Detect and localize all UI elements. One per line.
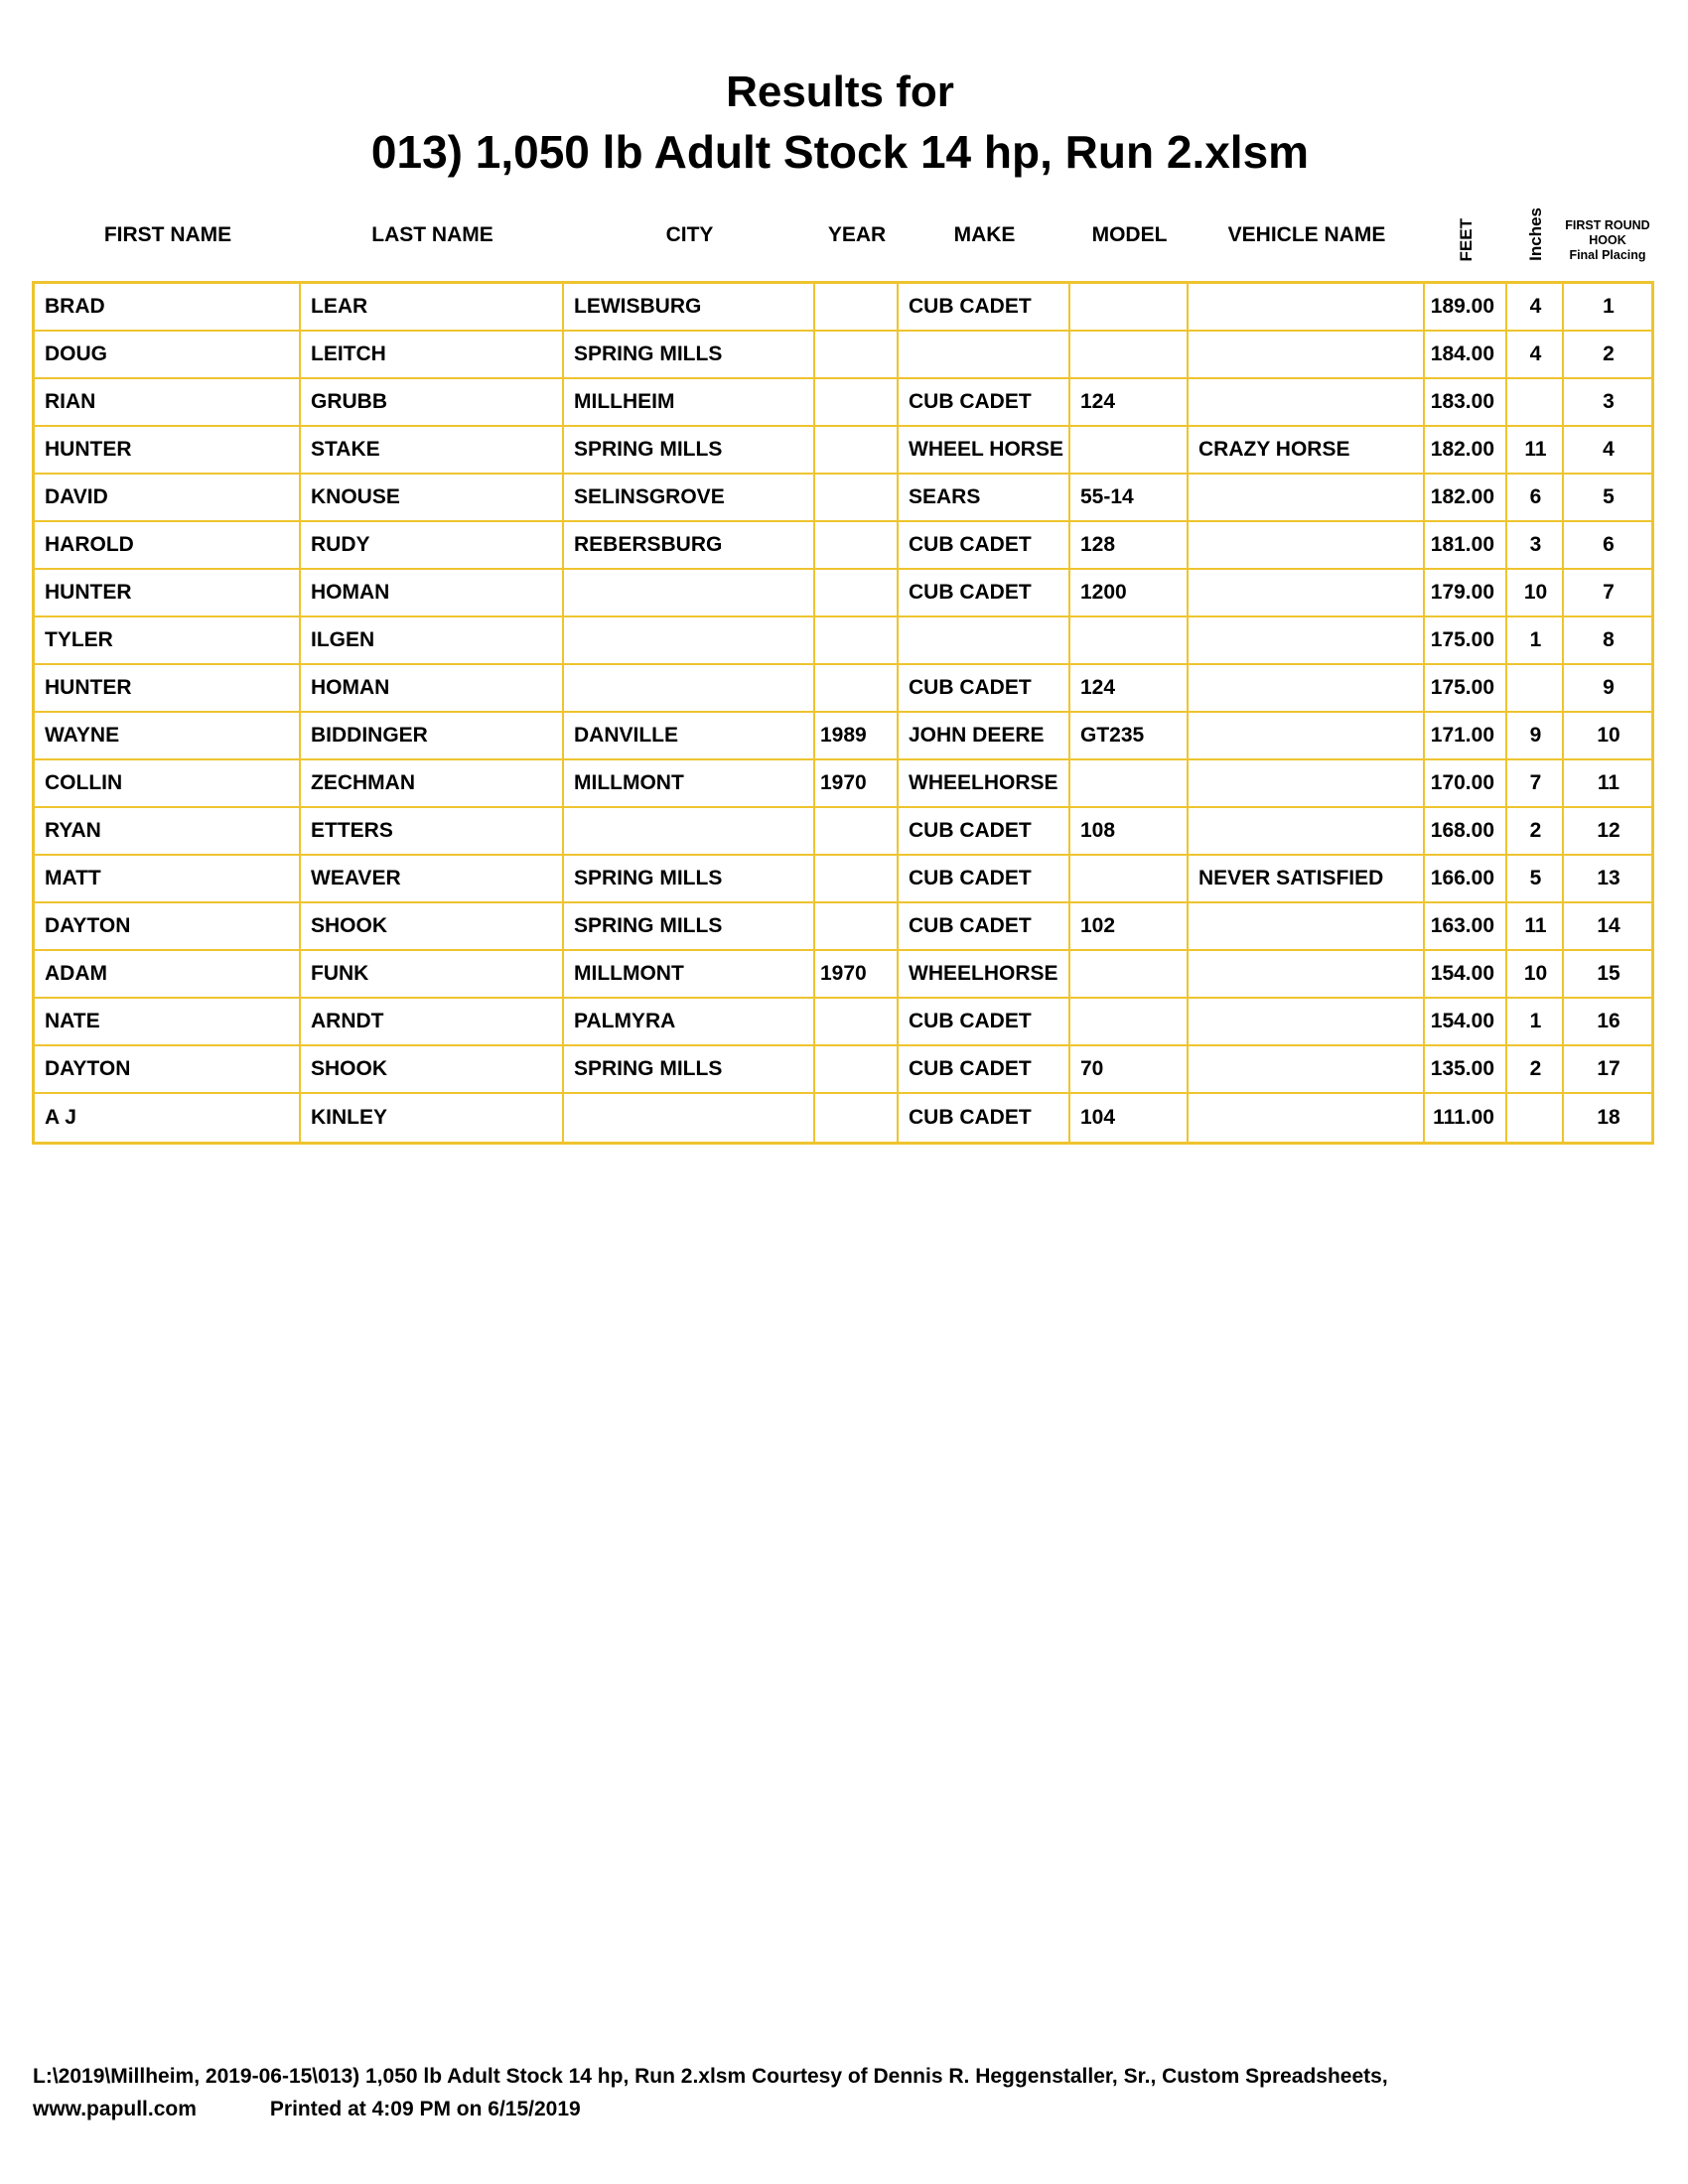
- cell-make: CUB CADET: [899, 522, 1070, 568]
- table-header-row: [35, 189, 1651, 281]
- cell-make: [899, 332, 1070, 377]
- table-row: [35, 760, 1651, 808]
- header-first-round-hook-final-placing: [1564, 189, 1651, 281]
- cell-final-placing: 13: [1597, 867, 1620, 889]
- cell-first-name: HAROLD: [35, 522, 301, 568]
- cell-vehicle-name: NEVER SATISFIED: [1189, 856, 1425, 901]
- cell-vehicle-name: [1189, 1094, 1425, 1142]
- cell-model: 124: [1070, 665, 1189, 711]
- cell-city: MILLHEIM: [564, 379, 815, 425]
- cell-model: GT235: [1070, 713, 1189, 758]
- cell-make: CUB CADET: [899, 1046, 1070, 1092]
- header-first-round: FIRST ROUND: [1565, 218, 1650, 232]
- cell-make: CUB CADET: [899, 808, 1070, 854]
- cell-vehicle-name: [1189, 284, 1425, 330]
- cell-first-name: TYLER: [35, 617, 301, 663]
- cell-inches: 2: [1507, 1046, 1564, 1092]
- cell-last-name: HOMAN: [301, 570, 564, 615]
- cell-city: SPRING MILLS: [564, 332, 815, 377]
- cell-final-placing: 12: [1597, 819, 1620, 842]
- cell-feet: 181.00: [1425, 522, 1507, 568]
- cell-feet: 135.00: [1425, 1046, 1507, 1092]
- cell-vehicle-name: [1189, 951, 1425, 997]
- cell-inches: 4: [1507, 284, 1564, 330]
- cell-vehicle-name: [1189, 1046, 1425, 1092]
- footer-printed-timestamp: Printed at 4:09 PM on 6/15/2019: [269, 2098, 581, 2120]
- cell-feet: 170.00: [1425, 760, 1507, 806]
- cell-vehicle-name: [1189, 999, 1425, 1044]
- table-row: [35, 379, 1651, 427]
- table-row: [35, 522, 1651, 570]
- cell-year: [815, 665, 899, 711]
- cell-model: [1070, 999, 1189, 1044]
- table-row: [35, 570, 1651, 617]
- cell-feet: 163.00: [1425, 903, 1507, 949]
- cell-last-name: GRUBB: [301, 379, 564, 425]
- cell-year: [815, 999, 899, 1044]
- cell-make: SEARS: [899, 475, 1070, 520]
- footer-line-2: [33, 2098, 581, 2121]
- cell-model: 104: [1070, 1094, 1189, 1142]
- cell-year: [815, 332, 899, 377]
- cell-model: 128: [1070, 522, 1189, 568]
- header-make: MAKE: [953, 223, 1016, 246]
- cell-final-placing: 18: [1597, 1106, 1620, 1129]
- cell-city: SPRING MILLS: [564, 427, 815, 473]
- cell-first-name: RYAN: [35, 808, 301, 854]
- cell-model: [1070, 617, 1189, 663]
- cell-vehicle-name: [1189, 475, 1425, 520]
- table-row: [35, 332, 1651, 379]
- cell-city: PALMYRA: [564, 999, 815, 1044]
- cell-feet: 182.00: [1425, 475, 1507, 520]
- header-model: MODEL: [1091, 223, 1168, 246]
- cell-make: JOHN DEERE: [899, 713, 1070, 758]
- cell-first-name: DAVID: [35, 475, 301, 520]
- cell-vehicle-name: [1189, 379, 1425, 425]
- cell-feet: 166.00: [1425, 856, 1507, 901]
- table-row: [35, 903, 1651, 951]
- cell-last-name: SHOOK: [301, 903, 564, 949]
- cell-last-name: LEAR: [301, 284, 564, 330]
- cell-year: [815, 570, 899, 615]
- cell-year: 1989: [815, 713, 899, 758]
- page-subtitle-filename: 013) 1,050 lb Adult Stock 14 hp, Run 2.xlsm: [370, 126, 1310, 178]
- table-row: [35, 1094, 1651, 1142]
- cell-year: [815, 856, 899, 901]
- cell-model: [1070, 332, 1189, 377]
- cell-vehicle-name: [1189, 808, 1425, 854]
- cell-first-name: DAYTON: [35, 1046, 301, 1092]
- cell-model: [1070, 856, 1189, 901]
- cell-model: [1070, 284, 1189, 330]
- cell-year: [815, 903, 899, 949]
- cell-model: [1070, 951, 1189, 997]
- table-row: [35, 1046, 1651, 1094]
- cell-inches: [1507, 379, 1564, 425]
- table-row: [35, 665, 1651, 713]
- cell-make: WHEELHORSE: [899, 760, 1070, 806]
- table-row: [35, 856, 1651, 903]
- cell-first-name: HUNTER: [35, 570, 301, 615]
- header-city: CITY: [665, 223, 714, 246]
- cell-make: CUB CADET: [899, 1094, 1070, 1142]
- cell-final-placing: 6: [1603, 533, 1615, 556]
- cell-model: 108: [1070, 808, 1189, 854]
- cell-final-placing: 1: [1603, 295, 1615, 318]
- cell-model: 70: [1070, 1046, 1189, 1092]
- cell-feet: 154.00: [1425, 951, 1507, 997]
- cell-city: MILLMONT: [564, 760, 815, 806]
- cell-last-name: LEITCH: [301, 332, 564, 377]
- cell-year: [815, 617, 899, 663]
- cell-year: [815, 475, 899, 520]
- cell-city: MILLMONT: [564, 951, 815, 997]
- cell-vehicle-name: [1189, 665, 1425, 711]
- cell-vehicle-name: [1189, 522, 1425, 568]
- cell-model: 124: [1070, 379, 1189, 425]
- table-row: [35, 617, 1651, 665]
- cell-first-name: COLLIN: [35, 760, 301, 806]
- header-year: YEAR: [827, 223, 887, 246]
- cell-city: SPRING MILLS: [564, 856, 815, 901]
- cell-make: CUB CADET: [899, 379, 1070, 425]
- cell-feet: 182.00: [1425, 427, 1507, 473]
- cell-last-name: ARNDT: [301, 999, 564, 1044]
- cell-feet: 171.00: [1425, 713, 1507, 758]
- cell-first-name: HUNTER: [35, 427, 301, 473]
- cell-final-placing: 17: [1597, 1057, 1620, 1080]
- cell-feet: 111.00: [1425, 1094, 1507, 1142]
- cell-final-placing: 4: [1603, 438, 1615, 461]
- cell-inches: [1507, 665, 1564, 711]
- cell-year: [815, 1046, 899, 1092]
- cell-last-name: ILGEN: [301, 617, 564, 663]
- cell-make: CUB CADET: [899, 665, 1070, 711]
- cell-last-name: RUDY: [301, 522, 564, 568]
- cell-last-name: ETTERS: [301, 808, 564, 854]
- cell-vehicle-name: [1189, 713, 1425, 758]
- cell-final-placing: 16: [1597, 1010, 1620, 1032]
- cell-first-name: A J: [35, 1094, 301, 1142]
- cell-model: 55-14: [1070, 475, 1189, 520]
- cell-last-name: SHOOK: [301, 1046, 564, 1092]
- cell-last-name: ZECHMAN: [301, 760, 564, 806]
- cell-make: CUB CADET: [899, 856, 1070, 901]
- cell-feet: 179.00: [1425, 570, 1507, 615]
- cell-final-placing: 10: [1597, 724, 1620, 747]
- cell-feet: 175.00: [1425, 665, 1507, 711]
- cell-city: SELINSGROVE: [564, 475, 815, 520]
- cell-feet: 175.00: [1425, 617, 1507, 663]
- table-row: [35, 713, 1651, 760]
- cell-year: [815, 808, 899, 854]
- cell-final-placing: 9: [1603, 676, 1615, 699]
- cell-city: [564, 808, 815, 854]
- cell-final-placing: 8: [1603, 628, 1615, 651]
- cell-city: [564, 665, 815, 711]
- cell-first-name: MATT: [35, 856, 301, 901]
- cell-last-name: STAKE: [301, 427, 564, 473]
- cell-feet: 183.00: [1425, 379, 1507, 425]
- cell-make: CUB CADET: [899, 284, 1070, 330]
- cell-model: 102: [1070, 903, 1189, 949]
- cell-year: [815, 379, 899, 425]
- header-last-name: LAST NAME: [371, 223, 493, 246]
- cell-last-name: BIDDINGER: [301, 713, 564, 758]
- cell-inches: 7: [1507, 760, 1564, 806]
- cell-year: 1970: [815, 760, 899, 806]
- cell-make: CUB CADET: [899, 903, 1070, 949]
- cell-last-name: KNOUSE: [301, 475, 564, 520]
- cell-first-name: HUNTER: [35, 665, 301, 711]
- cell-final-placing: 5: [1603, 485, 1615, 508]
- cell-make: CUB CADET: [899, 999, 1070, 1044]
- table-row: [35, 427, 1651, 475]
- page-title: Results for: [726, 68, 954, 116]
- cell-make: WHEELHORSE: [899, 951, 1070, 997]
- cell-vehicle-name: [1189, 617, 1425, 663]
- footer-website: www.papull.com: [33, 2098, 197, 2120]
- cell-city: LEWISBURG: [564, 284, 815, 330]
- table-row: [35, 999, 1651, 1046]
- cell-year: 1970: [815, 951, 899, 997]
- cell-first-name: DOUG: [35, 332, 301, 377]
- cell-last-name: FUNK: [301, 951, 564, 997]
- cell-year: [815, 427, 899, 473]
- header-first-name: FIRST NAME: [103, 223, 232, 246]
- table-row: [35, 808, 1651, 856]
- cell-inches: 1: [1507, 617, 1564, 663]
- cell-city: REBERSBURG: [564, 522, 815, 568]
- cell-feet: 168.00: [1425, 808, 1507, 854]
- cell-last-name: WEAVER: [301, 856, 564, 901]
- cell-inches: 6: [1507, 475, 1564, 520]
- cell-inches: 10: [1507, 951, 1564, 997]
- cell-vehicle-name: [1189, 760, 1425, 806]
- cell-year: [815, 1094, 899, 1142]
- cell-model: [1070, 760, 1189, 806]
- header-vehicle-name: VEHICLE NAME: [1227, 223, 1386, 246]
- cell-feet: 154.00: [1425, 999, 1507, 1044]
- cell-final-placing: 2: [1603, 342, 1615, 365]
- cell-final-placing: 14: [1597, 914, 1620, 937]
- cell-year: [815, 522, 899, 568]
- cell-city: DANVILLE: [564, 713, 815, 758]
- cell-vehicle-name: [1189, 570, 1425, 615]
- cell-inches: 11: [1507, 903, 1564, 949]
- cell-inches: 5: [1507, 856, 1564, 901]
- cell-first-name: WAYNE: [35, 713, 301, 758]
- header-hook: HOOK: [1589, 233, 1626, 247]
- cell-inches: 2: [1507, 808, 1564, 854]
- cell-last-name: HOMAN: [301, 665, 564, 711]
- cell-final-placing: 7: [1603, 581, 1615, 604]
- footer-file-path-credit: L:\2019\Millheim, 2019-06-15\013) 1,050 lb Adult Stock 14 hp, Run 2.xlsm Courtesy of Dennis R. Heggenstaller, Sr., Custom Spreadsheets,: [33, 2065, 1388, 2088]
- cell-city: SPRING MILLS: [564, 1046, 815, 1092]
- table-row: [35, 284, 1651, 332]
- cell-inches: 3: [1507, 522, 1564, 568]
- header-feet: FEET: [1456, 217, 1476, 261]
- cell-inches: 10: [1507, 570, 1564, 615]
- cell-city: SPRING MILLS: [564, 903, 815, 949]
- cell-first-name: ADAM: [35, 951, 301, 997]
- cell-city: [564, 617, 815, 663]
- cell-final-placing: 11: [1597, 771, 1620, 794]
- cell-city: [564, 570, 815, 615]
- cell-model: [1070, 427, 1189, 473]
- cell-inches: 11: [1507, 427, 1564, 473]
- cell-first-name: NATE: [35, 999, 301, 1044]
- cell-feet: 184.00: [1425, 332, 1507, 377]
- cell-feet: 189.00: [1425, 284, 1507, 330]
- cell-first-name: BRAD: [35, 284, 301, 330]
- cell-city: [564, 1094, 815, 1142]
- cell-year: [815, 284, 899, 330]
- cell-inches: [1507, 1094, 1564, 1142]
- cell-inches: 4: [1507, 332, 1564, 377]
- cell-inches: 9: [1507, 713, 1564, 758]
- cell-vehicle-name: [1189, 903, 1425, 949]
- header-final-placing: Final Placing: [1569, 248, 1646, 262]
- cell-make: WHEEL HORSE: [899, 427, 1070, 473]
- cell-make: CUB CADET: [899, 570, 1070, 615]
- cell-model: 1200: [1070, 570, 1189, 615]
- cell-final-placing: 3: [1603, 390, 1615, 413]
- cell-vehicle-name: CRAZY HORSE: [1189, 427, 1425, 473]
- results-table: [32, 281, 1654, 1145]
- cell-inches: 1: [1507, 999, 1564, 1044]
- cell-vehicle-name: [1189, 332, 1425, 377]
- header-inches: Inches: [1525, 207, 1545, 261]
- cell-make: [899, 617, 1070, 663]
- cell-last-name: KINLEY: [301, 1094, 564, 1142]
- table-row: [35, 475, 1651, 522]
- cell-first-name: RIAN: [35, 379, 301, 425]
- cell-first-name: DAYTON: [35, 903, 301, 949]
- table-row: [35, 951, 1651, 999]
- cell-final-placing: 15: [1597, 962, 1620, 985]
